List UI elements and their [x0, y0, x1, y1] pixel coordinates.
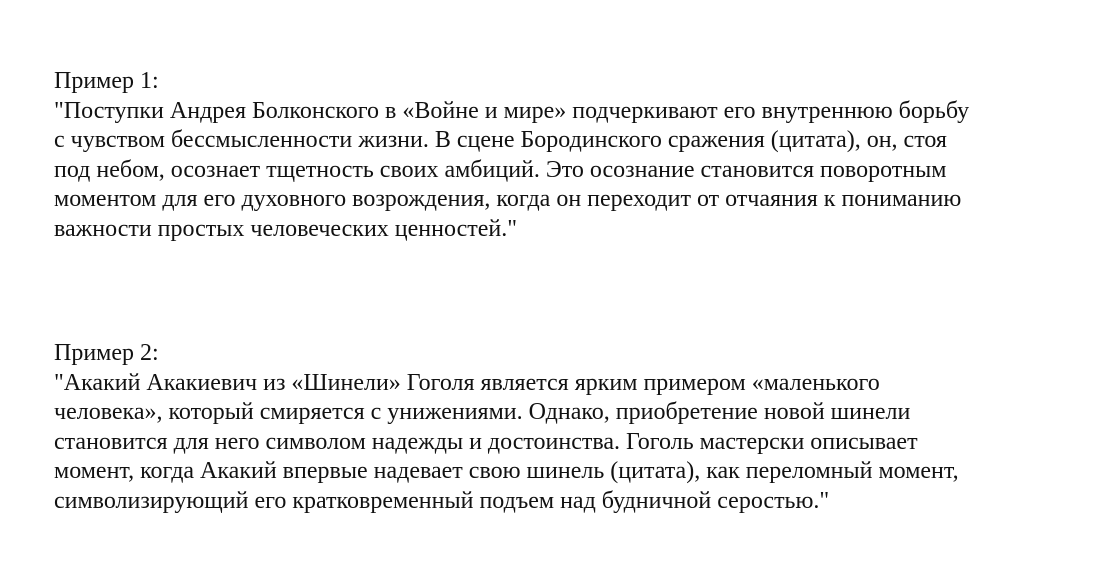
- example-text-line: становится для него символом надежды и достоинства. Гоголь мастерски описывает: [54, 428, 918, 455]
- example-text-line: с чувством бессмысленности жизни. В сцене Бородинского сражения (цитата), он, стоя: [54, 127, 947, 153]
- example-text-line: "Акакий Акакиевич из «Шинели» Гоголя является ярким примером «маленького: [54, 369, 880, 396]
- example-text-line: "Поступки Андрея Болконского в «Войне и мире» подчеркивают его внутреннюю борьбу: [54, 97, 970, 124]
- example-text-line: момент, когда Акакий впервые надевает свою шинель (цитата), как переломный момент,: [54, 458, 959, 484]
- example-heading: Пример 1:: [54, 68, 159, 94]
- example-text-line: под небом, осознает тщетность своих амбиций. Это осознание становится поворотным: [54, 156, 947, 183]
- example-heading: Пример 2:: [54, 340, 159, 366]
- example-2: [54, 339, 1074, 516]
- example-text-line: символизирующий его кратковременный подъем над будничной серостью.": [54, 487, 830, 514]
- example-text-line: человека», который смиряется с унижениями. Однако, приобретение новой шинели: [54, 399, 911, 425]
- example-text-line: важности простых человеческих ценностей.": [54, 215, 518, 242]
- example-1: [54, 67, 1074, 244]
- example-text-line: моментом для его духовного возрождения, когда он переходит от отчаяния к пониманию: [54, 186, 962, 212]
